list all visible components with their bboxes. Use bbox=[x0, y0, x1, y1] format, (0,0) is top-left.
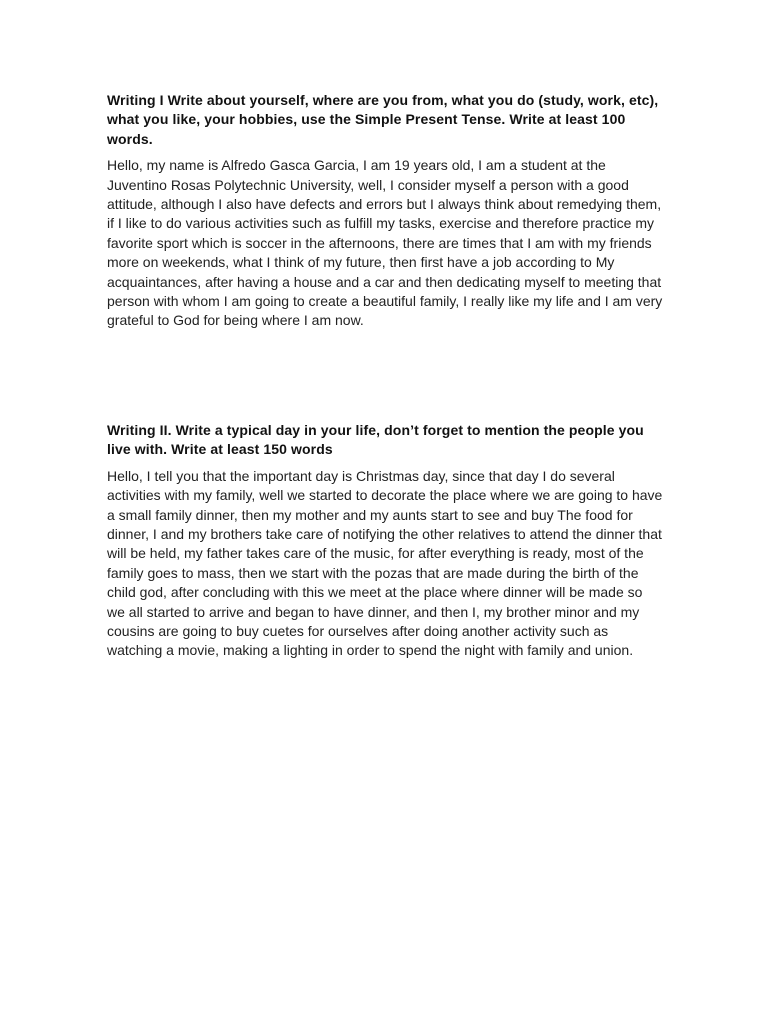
writing-1-prompt: Writing I Write about yourself, where are you from, what you do (study, work, etc), what you like, your hobbies, use the Simple Present Tense. Write at least 100 words. bbox=[107, 92, 659, 147]
writing-2-answer: Hello, I tell you that the important day is Christmas day, since that day I do several activities with my family, well we started to decorate the place where we are going to have a small family dinner, then my mother and my aunts start to see and buy The food for dinner, I and my brothers take care of notifying the other relatives to attend the dinner that will be held, my father takes care of the music, for after everything is ready, most of the family goes to mass, then we start with the pozas that are made during the birth of the child god, after concluding with this we meet at the place where dinner will be made so we all started to arrive and began to have dinner, and then I, my brother minor and my cousins are going to buy cuetes for ourselves after doing another activity such as watching a movie, making a lighting in order to spend the night with family and union. bbox=[107, 467, 663, 659]
writing-section-1 bbox=[107, 91, 663, 331]
writing-2-prompt: Writing II. Write a typical day in your life, don’t forget to mention the people you live with. Write at least 150 words bbox=[107, 422, 644, 458]
writing-1-answer: Hello, my name is Alfredo Gasca Garcia, I am 19 years old, I am a student at the Juventino Rosas Polytechnic University, well, I consider myself a person with a good attitude, although I also have defects and errors but I always think about remedying them, if I like to do various activities such as fulfill my tasks, exercise and therefore practice my favorite sport which is soccer in the afternoons, there are times that I am with my friends more on weekends, what I think of my future, then first have a job according to My acquaintances, after having a house and a car and then dedicating myself to meeting that person with whom I am going to create a beautiful family, I really like my life and I am very grateful to God for being where I am now. bbox=[107, 157, 663, 329]
writing-section-2 bbox=[107, 421, 663, 661]
